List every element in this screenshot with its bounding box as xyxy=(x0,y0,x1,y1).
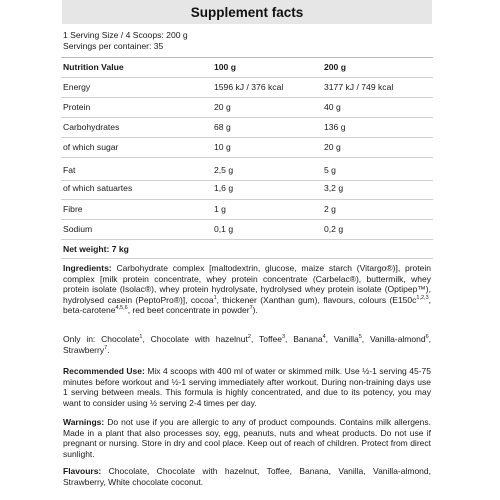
flavour-notes-text: , Toffee xyxy=(250,334,282,344)
flavours-text: Chocolate, Chocolate with hazelnut, Toffee, Banana, Vanilla, Vanilla-almond, Strawberry, White chocolate coconut. xyxy=(63,466,431,487)
warnings-label: Warnings: xyxy=(63,417,105,427)
table-header xyxy=(63,57,431,77)
ingredients-text: ). xyxy=(252,305,258,316)
net-weight: Net weight: 7 kg xyxy=(63,244,129,254)
recommended-use-label: Recommended Use: xyxy=(63,366,145,376)
table-row xyxy=(63,137,431,157)
flavour-notes-paragraph xyxy=(63,334,431,355)
row-label: of which satuartes xyxy=(63,183,133,193)
ingredients-text: , beta-carotene xyxy=(63,294,431,316)
flavour-notes-text: Only in: Chocolate xyxy=(63,334,140,344)
row-value-200g: 3,2 g xyxy=(324,183,344,193)
page-title: Supplement facts xyxy=(62,0,432,24)
divider xyxy=(61,157,433,158)
footnote-mark: 1 xyxy=(139,334,143,341)
ingredients-label: Ingredients: xyxy=(63,263,112,273)
serving-size: 1 Serving Size / 4 Scoops: 200 g xyxy=(63,30,188,40)
footnote-mark: 6 xyxy=(425,334,429,341)
flavour-notes-text: , Strawberry xyxy=(63,334,432,355)
row-value-100g: 0,1 g xyxy=(214,224,234,234)
row-value-200g: 20 g xyxy=(324,142,341,152)
table-row xyxy=(63,117,431,137)
footnote-mark: 3 xyxy=(281,334,286,341)
row-value-100g: 1 g xyxy=(214,204,226,214)
flavour-notes-text: , Chocolate with hazelnut xyxy=(142,334,248,344)
row-value-100g: 10 g xyxy=(214,142,231,152)
row-value-200g: 40 g xyxy=(324,102,341,112)
warnings-text: Do not use if you are allergic to any of product compounds. Contains milk allergens. Made in a plant that also processes soy, egg, peanuts, nuts and wheat products. Do not use if pregnant or nursing. Store in dry and cool place. Keep out of reach of children. Protect from direct sunlight. xyxy=(63,417,431,459)
row-value-200g: 3177 kJ / 749 kcal xyxy=(324,82,394,92)
flavour-notes-text: , Vanilla-almond xyxy=(361,334,426,344)
table-row xyxy=(63,160,431,180)
row-label: Fibre xyxy=(63,204,83,214)
row-value-100g: 2,5 g xyxy=(214,165,234,175)
serving-info xyxy=(63,30,188,52)
servings-per-container: Servings per container: 35 xyxy=(63,41,164,51)
table-row xyxy=(63,178,431,198)
divider xyxy=(61,239,433,240)
row-value-100g: 20 g xyxy=(214,102,231,112)
recommended-use-paragraph xyxy=(63,366,431,408)
table-row xyxy=(63,97,431,117)
flavours-paragraph xyxy=(63,466,431,487)
ingredients-text: Carbohydrate complex [maltodextrin, glucose, maize starch (Vitargo®)], protein complex [milk protein concentrate, whey protein concentrate (Carbelac®), buttermilk, whey protein isolate (Isolac®), whey protein hydrolysate, hydrolysed whey protein isolate (Optipep™), hydrolysed casein (PeptoPro®)], cocoa xyxy=(63,263,431,305)
footnote-mark: 2 xyxy=(247,334,251,341)
flavour-notes-text: , Vanilla xyxy=(325,334,359,344)
ingredients-paragraph xyxy=(63,263,431,316)
footnote-mark: 1,2,3 xyxy=(416,294,429,301)
row-value-200g: 136 g xyxy=(324,122,346,132)
flavours-label: Flavours: xyxy=(63,466,102,476)
row-value-100g: 1,6 g xyxy=(214,183,234,193)
row-label: Protein xyxy=(63,102,91,112)
recommended-use-text: Mix 4 scoops with 400 ml of water or skimmed milk. Use ½-1 serving 45-75 minutes before workout and ½-1 serving immediately after workout. During non-training days use 1 serving between meals. This formula is highly concentrated, and due to its potency, you may want to consider using ½ serving 2-4 times per day. xyxy=(63,366,431,408)
header-200g: 200 g xyxy=(324,62,346,72)
header-nutrition-value: Nutrition Value xyxy=(63,62,124,72)
row-value-200g: 0,2 g xyxy=(324,224,344,234)
row-value-100g: 1596 kJ / 376 kcal xyxy=(214,82,284,92)
divider xyxy=(61,258,433,259)
row-label: Carbohydrates xyxy=(63,122,120,132)
footnote-mark: 7 xyxy=(249,305,253,312)
row-label: Sodium xyxy=(63,224,93,234)
flavour-notes-text: . xyxy=(107,344,110,355)
row-label: of which sugar xyxy=(63,142,119,152)
footnote-mark: 5 xyxy=(358,334,362,341)
ingredients-text: , thickener (Xanthan gum), flavours, colours (E150c xyxy=(216,294,417,305)
table-row xyxy=(63,199,431,219)
flavour-notes-text: , Banana xyxy=(285,334,323,344)
row-value-200g: 5 g xyxy=(324,165,336,175)
table-row xyxy=(63,77,431,97)
row-label: Fat xyxy=(63,165,76,175)
table-row xyxy=(63,219,431,239)
footnote-mark: 1 xyxy=(213,294,217,301)
ingredients-text: , red beet concentrate in powder xyxy=(127,305,250,316)
header-100g: 100 g xyxy=(214,62,236,72)
footnote-mark: 7 xyxy=(104,344,108,351)
row-value-200g: 2 g xyxy=(324,204,336,214)
footnote-mark: 4,5,6 xyxy=(115,305,128,312)
footnote-mark: 4 xyxy=(322,334,326,341)
row-value-100g: 68 g xyxy=(214,122,231,132)
row-label: Energy xyxy=(63,82,91,92)
warnings-paragraph xyxy=(63,417,431,459)
